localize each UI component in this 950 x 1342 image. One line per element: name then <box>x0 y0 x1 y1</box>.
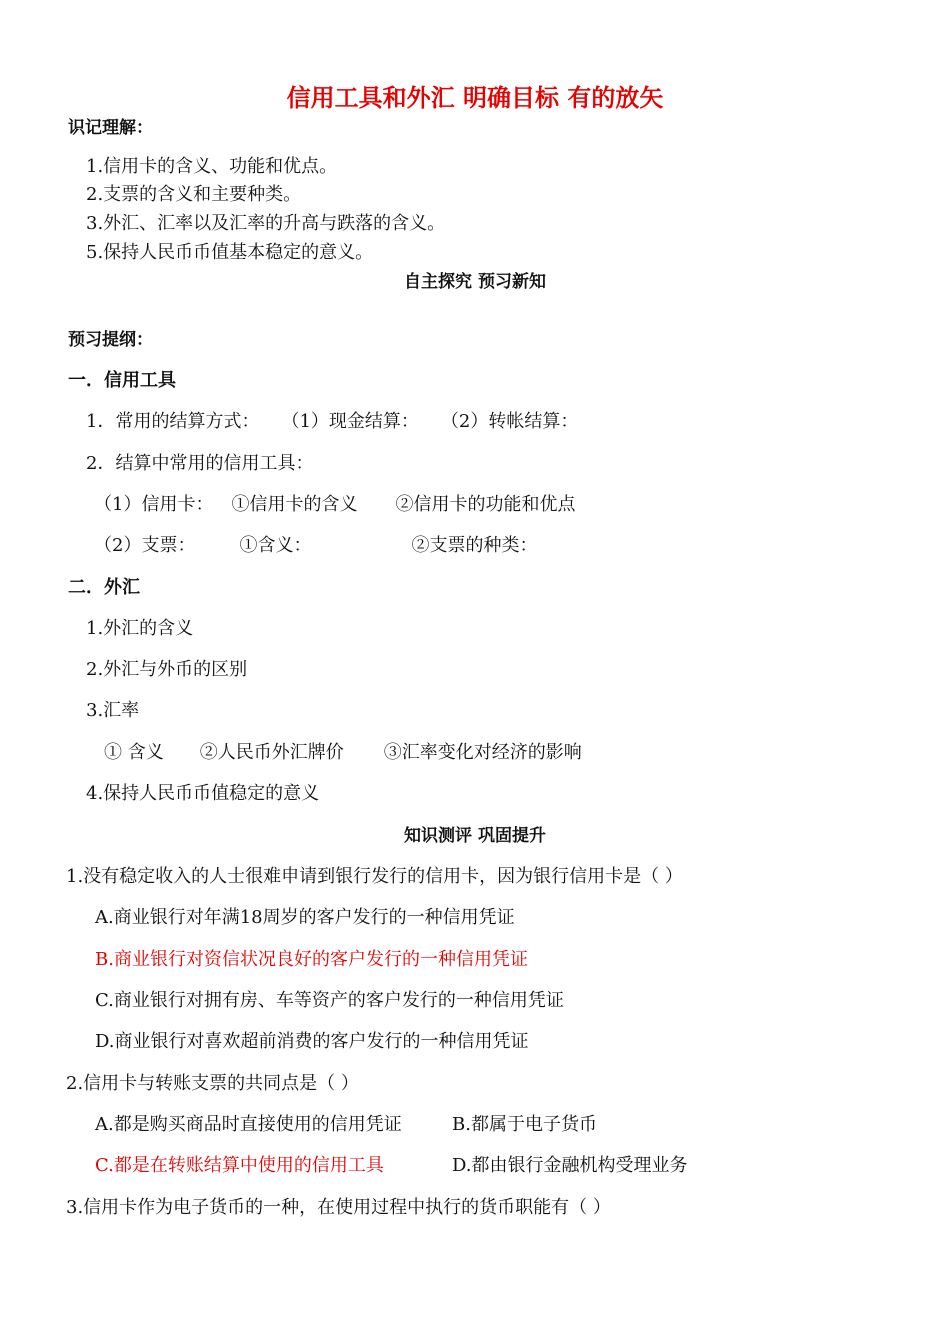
outline-text: ①信用卡的含义 <box>231 494 358 515</box>
page-title: 信用工具和外汇 明确目标 有的放矢 <box>286 84 664 112</box>
outline-heading: 预习提纲： <box>68 330 153 350</box>
outline-line <box>104 742 582 764</box>
outline-line <box>94 535 537 557</box>
question-option: B.都属于电子货币 <box>452 1114 597 1135</box>
question-option-answer: B.商业银行对资信状况良好的客户发行的一种信用凭证 <box>95 949 528 970</box>
question-option: D.商业银行对喜欢超前消费的客户发行的一种信用凭证 <box>95 1031 529 1052</box>
outline-part2-title: 二．外汇 <box>68 577 140 598</box>
outline-text: ②支票的种类： <box>411 535 538 556</box>
objectives-heading: 识记理解： <box>68 118 153 138</box>
question-stem: 1.没有稳定收入的人士很难申请到银行发行的信用卡，因为银行信用卡是（ ） <box>66 866 683 887</box>
outline-line <box>86 411 578 433</box>
question-stem: 3.信用卡作为电子货币的一种，在使用过程中执行的货币职能有（ ） <box>66 1197 611 1218</box>
section-preview-title: 自主探究 预习新知 <box>404 272 546 292</box>
outline-text: ① 含义 <box>104 742 164 763</box>
outline-text: 1．常用的结算方式： <box>86 411 260 432</box>
outline-text: ③汇率变化对经济的影响 <box>383 742 582 763</box>
outline-text: ②人民币外汇牌价 <box>199 742 344 763</box>
outline-text: ①含义： <box>239 535 312 556</box>
objective-item: 5.保持人民币币值基本稳定的意义。 <box>86 242 374 263</box>
question-option: A.商业银行对年满18周岁的客户发行的一种信用凭证 <box>95 907 515 928</box>
outline-line: 1.外汇的含义 <box>86 618 194 639</box>
outline-line: 3.汇率 <box>86 700 140 721</box>
objective-item: 2.支票的含义和主要种类。 <box>86 184 302 205</box>
outline-line: 2.外汇与外币的区别 <box>86 659 248 680</box>
objective-item: 1.信用卡的含义、功能和优点。 <box>86 156 338 177</box>
outline-text: （2）支票： <box>94 535 196 556</box>
outline-part1-title: 一．信用工具 <box>68 370 176 391</box>
outline-line <box>94 494 575 516</box>
outline-text: ②信用卡的功能和优点 <box>395 494 576 515</box>
question-option: D.都由银行金融机构受理业务 <box>452 1155 688 1176</box>
section-test-title: 知识测评 巩固提升 <box>404 826 546 846</box>
outline-text: （1）信用卡： <box>94 494 214 515</box>
question-option-answer: C.都是在转账结算中使用的信用工具 <box>95 1155 384 1176</box>
outline-text: （2）转帐结算： <box>440 411 579 432</box>
question-option: C.商业银行对拥有房、车等资产的客户发行的一种信用凭证 <box>95 990 564 1011</box>
question-option: A.都是购买商品时直接使用的信用凭证 <box>95 1114 402 1135</box>
objective-item: 3.外汇、汇率以及汇率的升高与跌落的含义。 <box>86 213 446 234</box>
outline-line: 4.保持人民币币值稳定的意义 <box>86 783 320 804</box>
outline-text: （1）现金结算： <box>281 411 419 432</box>
outline-line: 2．结算中常用的信用工具： <box>86 453 314 474</box>
question-stem: 2.信用卡与转账支票的共同点是（ ） <box>66 1073 359 1094</box>
